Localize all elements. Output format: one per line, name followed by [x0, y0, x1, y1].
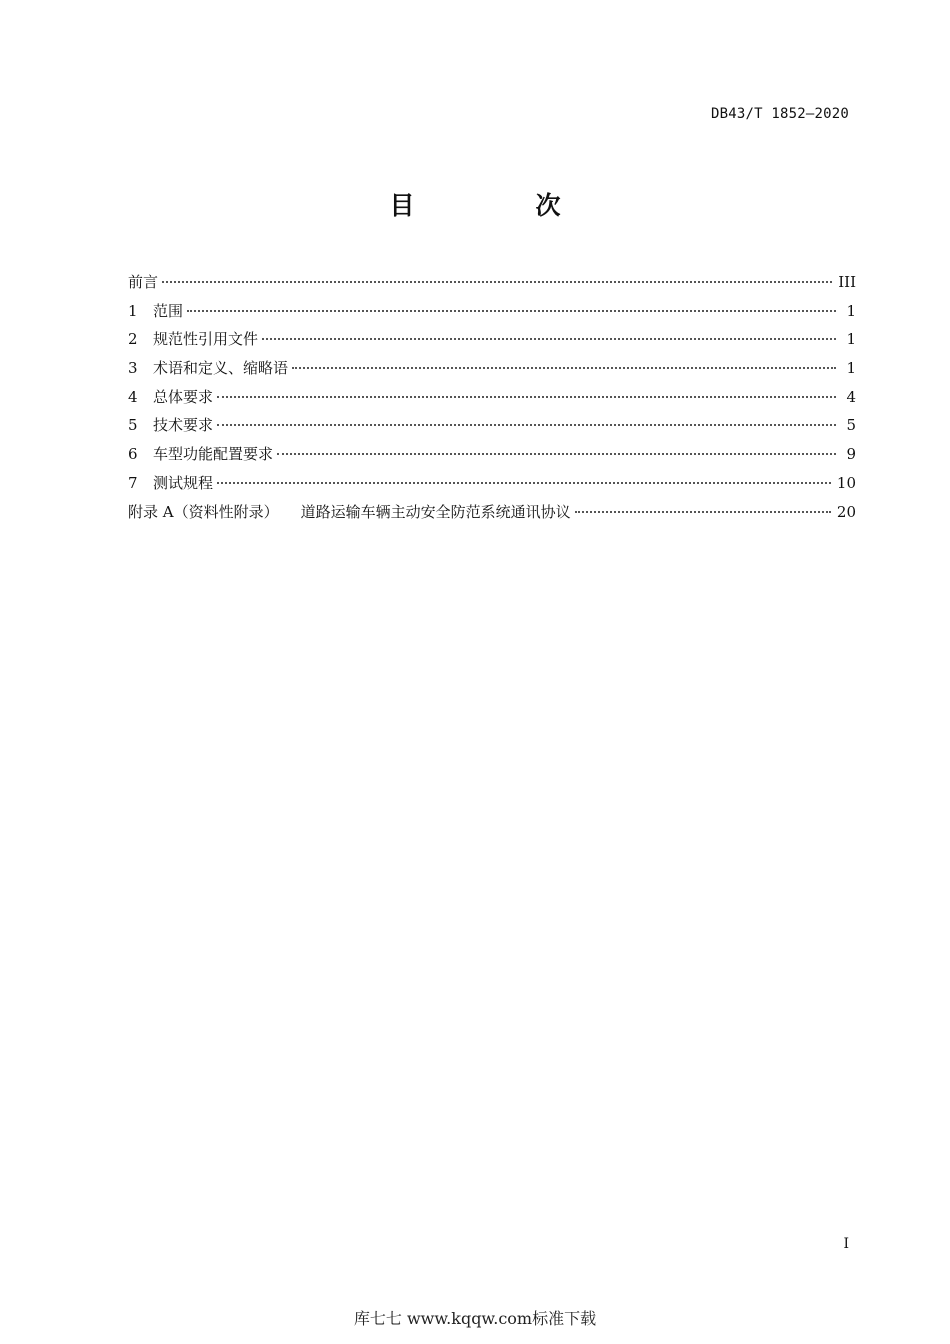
leader-dots	[262, 337, 836, 340]
toc-entry-label: 规范性引用文件	[153, 330, 259, 349]
toc-entry-technical-requirements[interactable]	[128, 411, 856, 440]
toc-entry-page: 1	[846, 359, 856, 378]
table-of-contents	[128, 268, 856, 526]
toc-entry-number: 7	[128, 473, 138, 492]
toc-entry-sublabel: 道路运输车辆主动安全防范系统通讯协议	[300, 502, 571, 521]
toc-entry-number: 5	[128, 416, 138, 435]
toc-entry-label: 总体要求	[153, 387, 214, 406]
leader-dots	[162, 280, 832, 283]
leader-dots	[217, 395, 836, 398]
toc-entry-general-requirements[interactable]	[128, 383, 856, 412]
toc-entry-scope[interactable]	[128, 297, 856, 326]
toc-entry-terms[interactable]	[128, 354, 856, 383]
toc-entry-page: 4	[846, 387, 856, 406]
toc-entry-vehicle-config[interactable]	[128, 440, 856, 469]
document-code: DB43/T 1852—2020	[710, 106, 849, 122]
toc-entry-page: 5	[846, 416, 856, 435]
toc-entry-number: 1	[128, 301, 138, 320]
toc-entry-label: 术语和定义、缩略语	[153, 359, 289, 378]
watermark-text: 库七七 www.kqqw.com标准下载	[353, 1309, 597, 1328]
toc-entry-foreword[interactable]	[128, 268, 856, 297]
toc-entry-number: 3	[128, 359, 138, 378]
toc-entry-label: 技术要求	[153, 416, 214, 435]
toc-entry-page: 10	[836, 473, 856, 492]
toc-entry-number: 2	[128, 330, 138, 349]
leader-dots	[187, 309, 836, 312]
leader-dots	[277, 452, 836, 455]
toc-entry-page: 9	[846, 445, 856, 464]
toc-entry-label: 测试规程	[153, 473, 214, 492]
toc-entry-number: 4	[128, 387, 138, 406]
leader-dots	[292, 366, 836, 369]
toc-entry-page: III	[838, 273, 856, 291]
toc-entry-page: 1	[846, 301, 856, 320]
toc-entry-normative-references[interactable]	[128, 325, 856, 354]
toc-entry-page: 20	[836, 502, 856, 521]
leader-dots	[217, 423, 836, 426]
toc-entry-label: 前言	[128, 273, 159, 291]
toc-entry-label: 附录 A（资料性附录）	[128, 502, 279, 521]
toc-entry-label: 车型功能配置要求	[153, 445, 274, 464]
toc-entry-number: 6	[128, 445, 138, 464]
page-number: I	[843, 1236, 849, 1252]
toc-entry-appendix-a[interactable]	[128, 498, 856, 527]
toc-entry-page: 1	[846, 330, 856, 349]
toc-title: 目 次	[389, 191, 609, 220]
leader-dots	[217, 481, 831, 484]
leader-dots	[575, 510, 831, 513]
toc-entry-label: 范围	[153, 301, 184, 320]
toc-entry-test-procedures[interactable]	[128, 469, 856, 498]
